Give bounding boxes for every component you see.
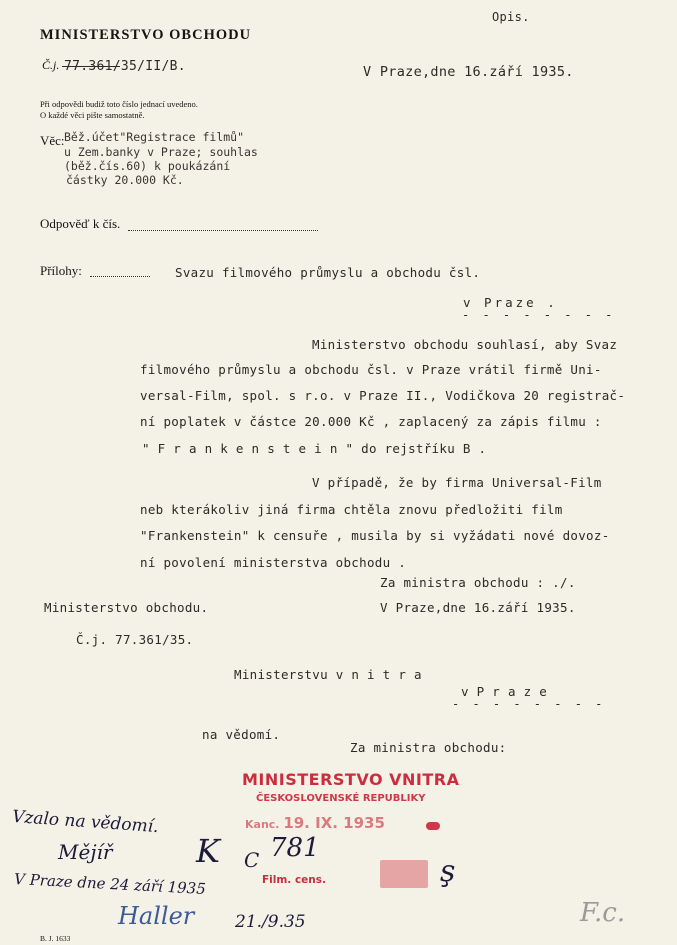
hand-note3: V Praze dne 24 září 1935 — [13, 869, 207, 899]
addressee: Svazu filmového průmyslu a obchodu čsl. — [175, 265, 481, 280]
second-signature: Za ministra obchodu: — [350, 740, 507, 755]
stamp-box — [380, 860, 428, 888]
paragraph-line: versal-Film, spol. s r.o. v Praze II., Vodičkova 20 registrač- — [140, 388, 626, 403]
hand-date-initial: 21./9.35 — [235, 912, 306, 932]
paragraph-line: filmového průmyslu a obchodu čsl. v Praze vrátil firmě Uni- — [140, 362, 602, 377]
second-addressee-city: v P r a z e — [461, 684, 548, 699]
footer-code: B. J. 1633 — [40, 934, 71, 943]
second-ministry: Ministerstvo obchodu. — [44, 600, 209, 615]
second-ref: Č.j. 77.361/35. — [76, 632, 194, 647]
hand-squiggle: ş — [440, 854, 456, 889]
stamp-dot — [426, 822, 440, 830]
attachments-label: Přílohy: — [40, 263, 82, 278]
hand-mark-c: C — [244, 848, 260, 872]
subject-line: (běž.čís.60) k poukázání — [64, 159, 231, 173]
hand-number: 781 — [270, 833, 320, 863]
reply-line — [128, 230, 318, 231]
hand-note2: Mějíř — [58, 840, 113, 864]
instructions-1: Při odpovědi budiž toto číslo jednací uvedeno. — [40, 99, 198, 109]
paragraph-line: V případě, že by firma Universal-Film — [312, 475, 602, 490]
ref-label: Č.j. — [42, 58, 60, 72]
reply-label: Odpověď k čís. — [40, 216, 121, 231]
subject-label: Věc: — [40, 133, 65, 148]
subject-line: částky 20.000 Kč. — [66, 173, 184, 187]
paragraph-line: neb kterákoliv jiná firma chtěla znovu předložiti film — [140, 502, 563, 517]
stamp-line1: MINISTERSTVO VNITRA — [242, 770, 460, 789]
second-underline: - - - - - - - - — [452, 697, 606, 711]
attachments-line — [90, 276, 150, 277]
paragraph-line: "Frankenstein" k censuře , musila by si vyžádati nové dovoz- — [140, 528, 610, 543]
ministry-heading: MINISTERSTVO OBCHODU — [40, 27, 252, 43]
instructions-2: O každé věci pište samostatně. — [40, 110, 145, 120]
paragraph-line: ní povolení ministerstva obchodu . — [140, 555, 407, 570]
second-note: na vědomí. — [202, 727, 281, 742]
stamp-prefix: Kanc. — [245, 818, 284, 831]
stamp-date — [245, 814, 385, 832]
addressee-underline: - - - - - - - - — [462, 308, 616, 322]
opis-label: Opis. — [492, 10, 530, 24]
hand-mark-k: K — [196, 832, 220, 870]
hand-name: Haller — [118, 902, 195, 930]
addressee-city: v Praze . — [463, 295, 558, 310]
hand-note1: Vzalo na vědomí. — [11, 806, 160, 838]
subject-line: Běž.účet"Registrace filmů" — [64, 130, 245, 144]
hand-corner: F.c. — [580, 898, 626, 928]
stamp-date-value: 19. IX. 1935 — [283, 814, 385, 832]
stamp-sub: Film. cens. — [262, 874, 327, 886]
place-date: V Praze,dne 16.září 1935. — [363, 64, 574, 80]
letter-signature: Za ministra obchodu : ./. — [380, 575, 576, 590]
ref-strike — [62, 66, 120, 67]
ref-value: 77.361/35/II/B. — [64, 59, 186, 74]
stamp-line2: ČESKOSLOVENSKÉ REPUBLIKY — [256, 793, 426, 804]
paragraph-line: Ministerstvo obchodu souhlasí, aby Svaz — [312, 337, 618, 352]
paragraph-line: " F r a n k e n s t e i n " do rejstříku B . — [142, 441, 487, 456]
second-place-date: V Praze,dne 16.září 1935. — [380, 600, 576, 615]
paragraph-line: ní poplatek v částce 20.000 Kč , zaplacený za zápis filmu : — [140, 414, 602, 429]
second-addressee: Ministerstvu v n i t r a — [234, 667, 422, 682]
subject-line: u Zem.banky v Praze; souhlas — [64, 145, 258, 159]
